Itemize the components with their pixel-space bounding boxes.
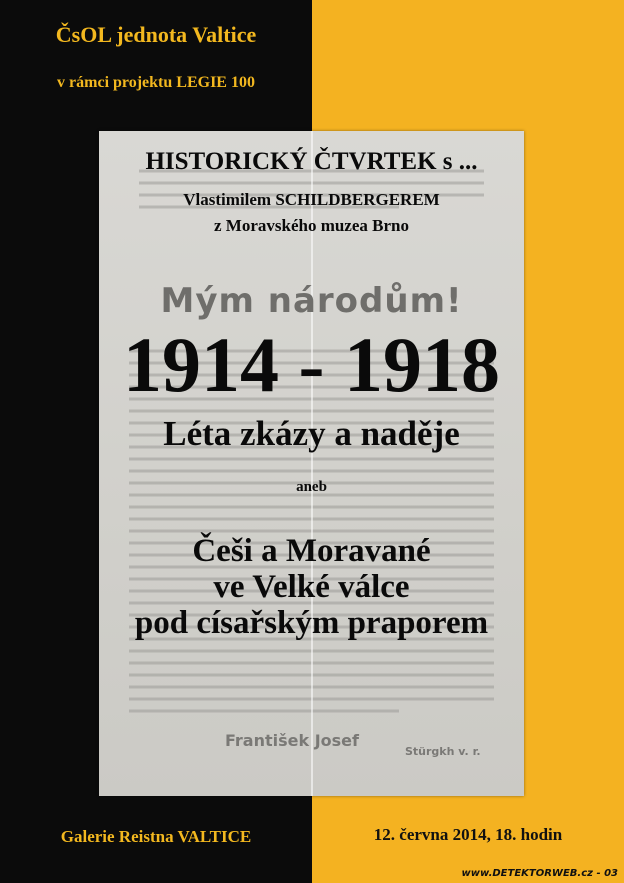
speaker-affiliation: z Moravského muzea Brno: [213, 216, 409, 235]
connector-word: aneb: [296, 479, 327, 495]
organization-title: ČsOL jednota Valtice: [55, 22, 257, 47]
project-line: v rámci projektu LEGIE 100: [57, 74, 255, 91]
topic-line: pod císařským praporem: [134, 605, 489, 641]
topic-line: ve Velké válce: [213, 569, 410, 605]
poster-signature: František Josef: [225, 731, 359, 750]
event-title: HISTORICKÝ ČTVRTEK s ...: [145, 148, 478, 175]
watermark: www.DETEKTORWEB.cz - 03: [461, 868, 618, 879]
date-time: 12. června 2014, 18. hodin: [373, 825, 563, 844]
poster-countersignature: Stürgkh v. r.: [405, 745, 481, 758]
speaker-name: Vlastimilem SCHILDBERGEREM: [183, 190, 440, 209]
topic-line: Češi a Moravané: [192, 533, 431, 569]
years-heading: 1914 - 1918: [123, 321, 500, 408]
venue: Galerie Reistna VALTICE: [60, 827, 252, 846]
poster-heading: Mým národům!: [160, 281, 463, 321]
topic-block: [99, 533, 524, 641]
subtitle: Léta zkázy a naděje: [163, 414, 460, 453]
